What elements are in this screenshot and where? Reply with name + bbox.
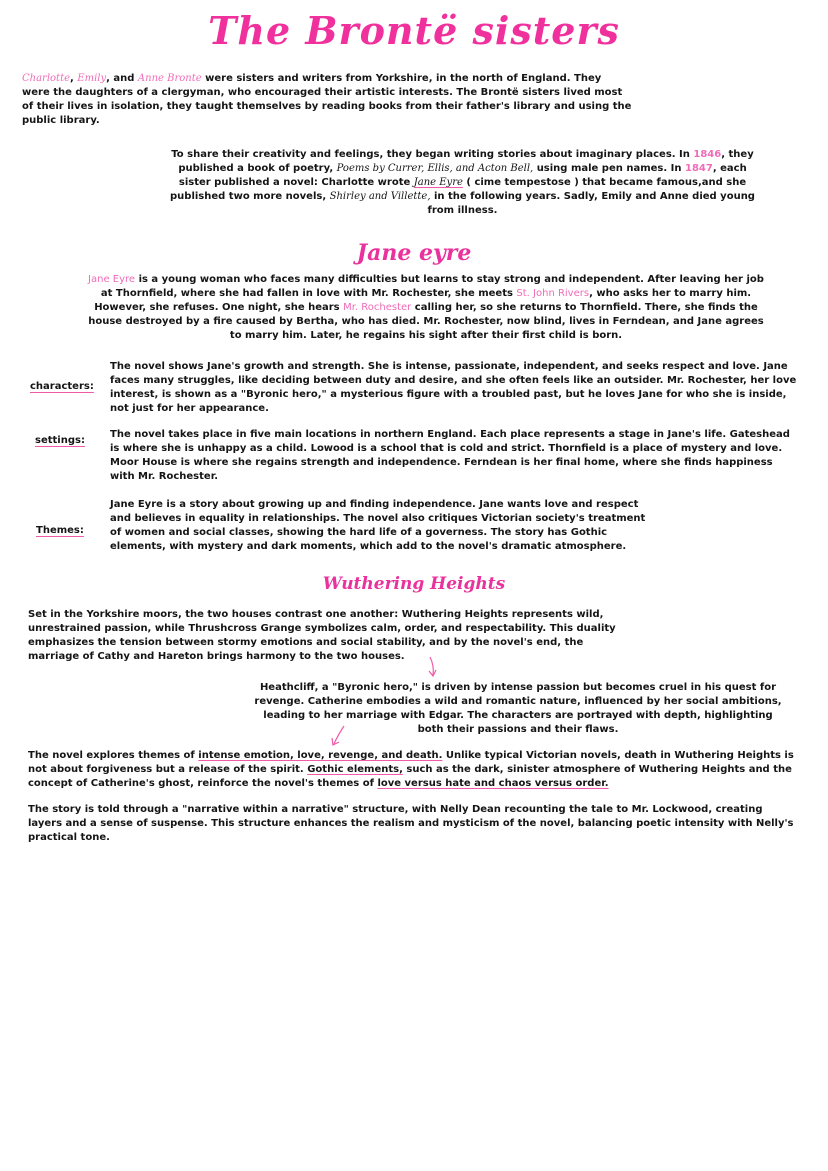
jane-eyre-summary [88, 273, 764, 343]
jane-eyre-title: Jane Eyre [413, 177, 463, 188]
summary-text-1: is a young woman who faces many difficulties but learns to stay strong and independent. After leaving her job at Thornfield, where she had fallen in love with Mr. Rochester, she meets [100, 274, 764, 299]
mr-rochester: Mr. Rochester [343, 302, 412, 313]
name-anne: Anne Bronte [137, 73, 202, 84]
poems-title: Poems by Currer, Ellis, and Acton Bell, [336, 163, 534, 174]
creativity-text-1: To share their creativity and feelings, they began writing stories about imaginary places. In [171, 149, 690, 160]
creativity-text-5: , each sister published a novel: Charlotte wrote [178, 163, 747, 188]
arrow-down-icon [422, 655, 442, 679]
wuthering-characters-paragraph: Heathcliff, a "Byronic hero," is driven by intense passion but becomes cruel in his quest for revenge. Catherine embodies a wild and romantic nature, influenced by her social ambitions, leading to her marriage with Edgar. The characters are portrayed with depth, highlighting both their passions and their flaws. [254, 682, 782, 735]
themes-text: Jane Eyre is a story about growing up and finding independence. Jane wants love and respect and believes in equality in relationships. The novel also critiques Victorian society's treatment of women and social classes, showing the hard life of a governess. The story has Gothic elements, with mystery and dark moments, which add to the novel's dramatic atmosphere. [110, 499, 646, 552]
arrow-down-left-icon [326, 724, 348, 748]
st-john-rivers: St. John Rivers [516, 288, 590, 299]
themes-label: Themes: [36, 525, 84, 536]
wh-themes-highlight-1: intense emotion, love, revenge, and death. [198, 750, 443, 761]
characters-text: The novel shows Jane's growth and strength. She is intense, passionate, independent, and seeks respect and love. Jane faces many struggles, like deciding between duty and desire, and she often feels like an outsider. Mr. Rochester, her love interest, is shown as a "Byronic hero," a mysterious figure with a troubled past, but he loves Jane for who she is inside, not just for her appearance. [110, 361, 797, 414]
intro-and: and [113, 73, 135, 84]
creativity-text-4: In [670, 163, 682, 174]
summary-text-2: , who asks her to marry him. However, she refuses. One night, she hears [94, 288, 752, 313]
novels-titles: Shirley and Villette, [329, 191, 431, 202]
name-charlotte: Charlotte [22, 73, 71, 84]
wh-themes-highlight-2: Gothic elements, [307, 764, 403, 775]
creativity-text-3: using male pen names. [536, 163, 668, 174]
jane-eyre-heading: Jane eyre [356, 240, 472, 266]
wh-themes-highlight-3: love versus hate and chaos versus order. [377, 778, 609, 789]
settings-label: settings: [35, 435, 85, 446]
name-emily: Emily [77, 73, 107, 84]
wh-themes-text-2: Unlike typical Victorian novels, death in Wuthering Heights is not about forgiveness but a release of the spirit. [28, 750, 794, 775]
page-title: The Brontë sisters [208, 8, 620, 53]
year-1847: 1847 [684, 163, 713, 174]
intro-paragraph: Charlotte, Emily, and Anne Bronte were sisters and writers from Yorkshire, in the north of England. They were the daughters of a clergyman, who encouraged their artistic interests. The Brontë sisters lived most of their lives in isolation, they taught themselves by reading books from their father's library and using the public library. [22, 73, 632, 126]
creativity-text-2: , they published a book of poetry, [178, 149, 754, 174]
creativity-text-6: ( cime tempestose ) that became famous,and she published two more novels, [170, 177, 747, 202]
wuthering-themes-paragraph [28, 749, 803, 791]
jane-eyre-name: Jane Eyre [88, 274, 136, 285]
settings-text: The novel takes place in five main locations in northern England. Each place represents a stage in Jane's life. Gateshead is where she is unhappy as a child. Lowood is a school that is cold and strict. Thornfield is a place of mystery and love. Moor House is where she regains strength and independence. Ferndean is her final home, where she finds happiness with Mr. Rochester. [110, 429, 790, 482]
year-1846: 1846 [693, 149, 722, 160]
summary-text-3: calling her, so she returns to Thornfield. There, she finds the house destroyed by a fire caused by Bertha, who has died. Mr. Rochester, now blind, lives in Ferndean, and Jane agrees to marry him. Later, he regains his sight after their first child is born. [88, 302, 764, 341]
wh-themes-text-3: such as the dark, sinister atmosphere of Wuthering Heights and the concept of Catherine's ghost, reinforce the novel's themes of [28, 764, 792, 789]
characters-label: characters: [30, 381, 94, 392]
wuthering-heights-heading: Wuthering Heights [322, 574, 506, 594]
intro-text: were sisters and writers from Yorkshire, in the north of England. They were the daughters of a clergyman, who encouraged their artistic interests. The Brontë sisters lived most of their lives in isolation, they taught themselves by reading books from their father's library and using the public library. [22, 73, 632, 126]
wuthering-setting-paragraph: Set in the Yorkshire moors, the two houses contrast one another: Wuthering Heights represents wild, unrestrained passion, while Thrushcross Grange symbolizes calm, order, and respectability. This duality emphasizes the tension between stormy emotions and social stability, and by the novel's end, the marriage of Cathy and Hareton brings harmony to the two houses. [28, 609, 616, 662]
creativity-text-7: in the following years. Sadly, Emily and Anne died young from illness. [427, 191, 755, 216]
wh-themes-text-1: The novel explores themes of [28, 750, 195, 761]
creativity-paragraph [165, 148, 760, 218]
wuthering-narrative-paragraph: The story is told through a "narrative within a narrative" structure, with Nelly Dean recounting the tale to Mr. Lockwood, creating layers and a sense of suspense. This structure enhances the realism and mysticism of the novel, balancing poetic intensity with Nelly's practical tone. [28, 804, 794, 843]
